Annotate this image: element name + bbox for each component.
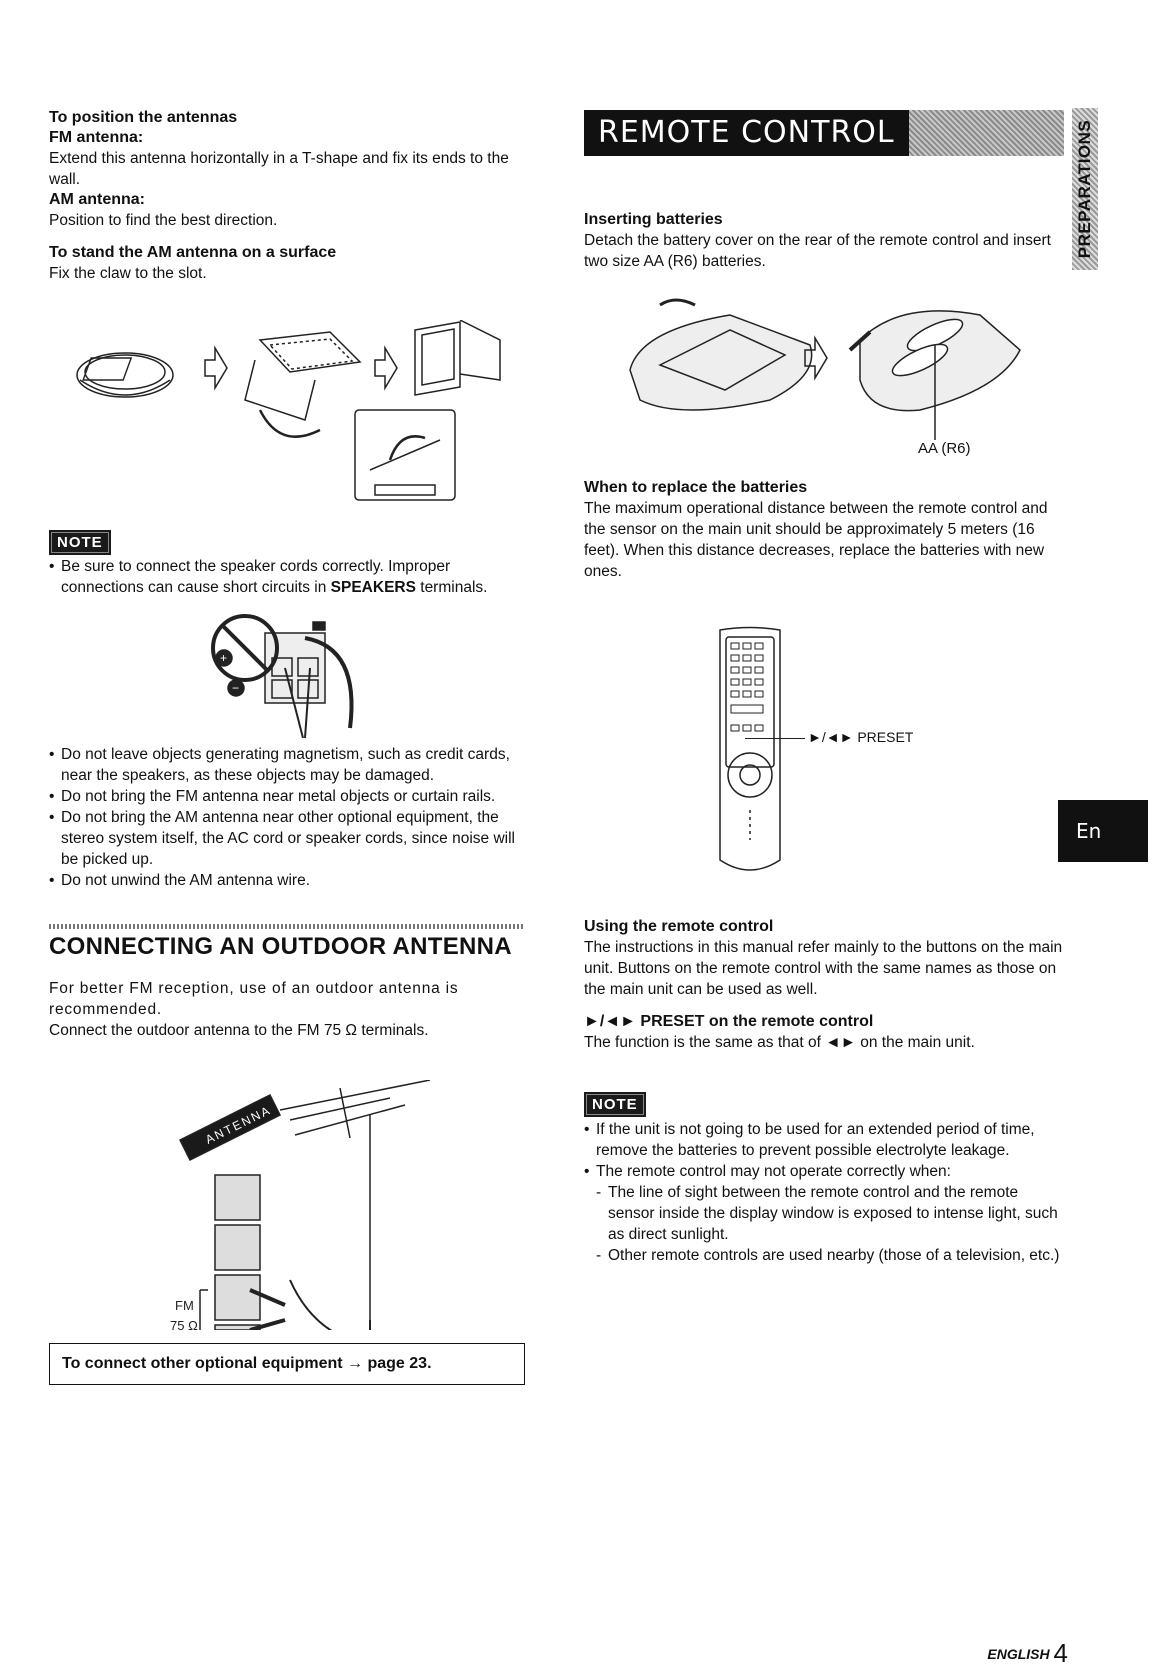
replace-batteries-heading: When to replace the batteries [584,479,808,496]
inserting-batteries-section [584,210,1064,272]
fm-terminal-label: FM [175,1298,194,1313]
remote-control-banner [584,110,1064,156]
preset-remote-text: The function is the same as that of ◄► on the main unit. [584,1034,975,1051]
inserting-batteries-text: Detach the battery cover on the rear of the remote control and insert two size AA (R6) batteries. [584,232,1051,270]
remote-note-sub-1: - The line of sight between the remote control and the remote sensor inside the display window is exposed to intense light, such as direct sunlight. [596,1182,1064,1245]
am-antenna-heading: AM antenna: [49,191,145,208]
battery-size-label: AA (R6) [918,440,971,457]
using-remote-section [584,917,1064,1053]
connect-other-equipment-box: To connect other optional equipment → page 23. [49,1343,525,1385]
fm-antenna-heading: FM antenna: [49,129,144,146]
replace-batteries-text: The maximum operational distance between the remote control and the sensor on the main unit should be approximately 5 meters (16 feet). When this distance decreases, replace the batteries with new ones. [584,500,1048,580]
using-remote-heading: Using the remote control [584,918,774,935]
footer-language: ENGLISH [987,1646,1050,1662]
preset-callout-line [745,738,805,739]
svg-text:−: − [232,681,240,695]
stand-am-text: Fix the claw to the slot. [49,265,207,282]
general-note-3: • Do not bring the AM antenna near other optional equipment, the stereo system itself, the AC cord or speaker cords, since noise will be picked up. [49,807,529,870]
section-divider [49,924,525,929]
arrow-right-icon [205,348,227,388]
outdoor-antenna-text-2: Connect the outdoor antenna to the FM 75 Ω terminals. [49,1022,429,1039]
remote-note-sub-2: - Other remote controls are used nearby (those of a television, etc.) [596,1245,1064,1266]
antenna-position-section [49,108,529,284]
outdoor-antenna-illustration [170,1080,440,1330]
outdoor-antenna-text-1: For better FM reception, use of an outdoor antenna is recommended. [49,980,459,1018]
inserting-batteries-heading: Inserting batteries [584,211,723,228]
speaker-note [49,556,529,598]
page-footer [987,1638,1068,1669]
battery-insertion-illustration [620,290,1040,440]
preparations-label: PREPARATIONS [1075,119,1094,259]
page-number: 4 [1053,1638,1068,1668]
fm-antenna-text: Extend this antenna horizontally in a T-shape and fix its ends to the wall. [49,150,509,188]
speaker-note-item: • Be sure to connect the speaker cords correctly. Improper connections can cause short circuits in SPEAKERS terminals. [49,556,529,598]
replace-batteries-section [584,478,1064,582]
outdoor-antenna-section [49,978,525,1041]
outdoor-antenna-title: CONNECTING AN OUTDOOR ANTENNA [49,933,512,960]
speaker-terminal-illustration [210,608,370,738]
note-badge-right: NOTE [584,1092,646,1117]
am-antenna-text: Position to find the best direction. [49,212,278,229]
remote-notes [584,1119,1064,1266]
preset-remote-heading: ►/◄► PRESET on the remote control [584,1013,874,1030]
note-badge-left: NOTE [49,530,111,555]
ohm-label: 75 Ω [170,1318,198,1330]
preparations-side-tab [1072,108,1098,270]
antenna-label: ANTENNA [203,1102,274,1147]
remote-note-2: • The remote control may not operate correctly when: [584,1161,1064,1182]
general-note-1: • Do not leave objects generating magnetism, such as credit cards, near the speakers, as these objects may be damaged. [49,744,529,786]
general-notes [49,744,529,891]
general-note-4: • Do not unwind the AM antenna wire. [49,870,529,891]
rotate-arrow-icon [660,300,695,305]
svg-text:+: + [220,651,228,665]
am-antenna-illustration [70,320,520,510]
language-tab: En [1058,800,1148,862]
stand-am-heading: To stand the AM antenna on a surface [49,244,337,261]
position-heading: To position the antennas [49,109,238,126]
arrow-right-icon-2 [375,348,397,388]
using-remote-text: The instructions in this manual refer mainly to the buttons on the main unit. Buttons on the remote control with the same names as those on the main unit can be used as well. [584,939,1063,998]
remote-note-1: • If the unit is not going to be used for an extended period of time, remove the batteries to prevent possible electrolyte leakage. [584,1119,1064,1161]
remote-control-illustration [710,625,790,880]
general-note-2: • Do not bring the FM antenna near metal objects or curtain rails. [49,786,529,807]
remote-control-title: REMOTE CONTROL [584,110,909,156]
preset-callout-label: ►/◄► PRESET [808,729,914,745]
